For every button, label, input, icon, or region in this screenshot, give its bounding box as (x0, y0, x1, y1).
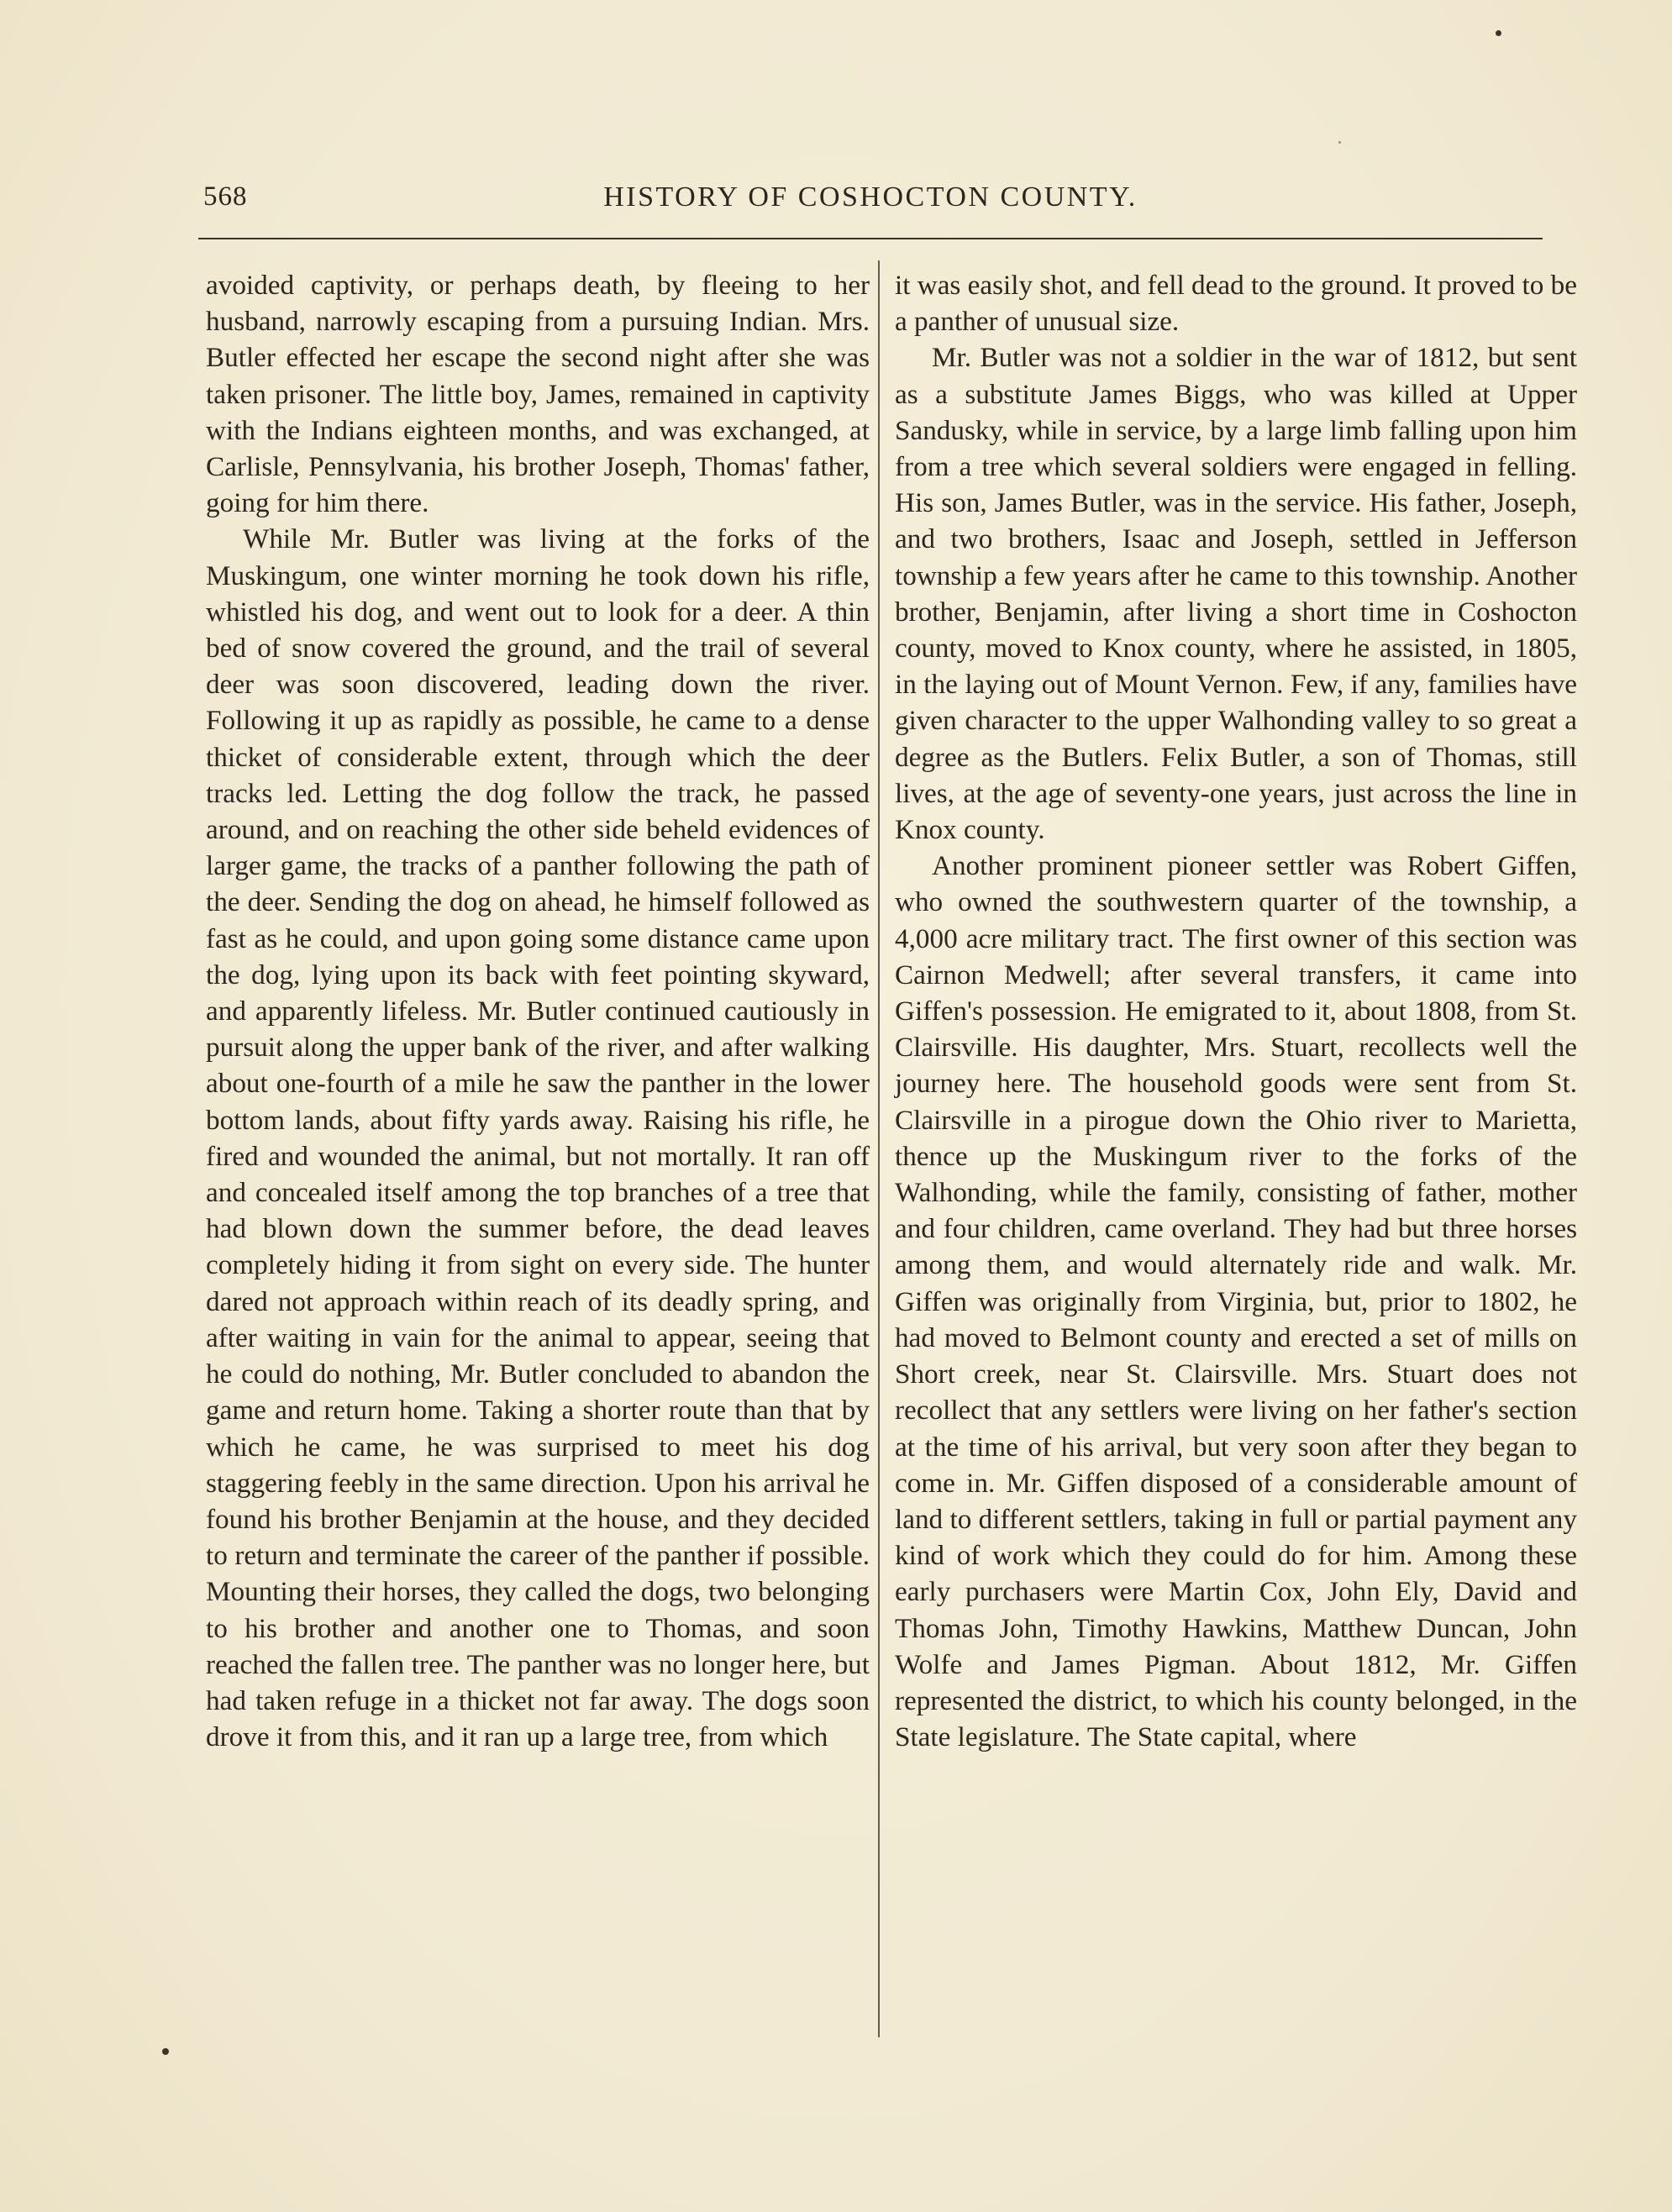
ink-speck (162, 2048, 169, 2055)
left-paragraph-2: While Mr. Butler was living at the forks of the Muskingum, one winter morning he took down his rifle, whistled his dog, and went out to look for a deer. A thin bed of snow covered the ground, and the trail of several deer was soon discovered, leading down the river. Following it up as rapidly as possible, he came to a dense thicket of considerable extent, through which the deer tracks led. Letting the dog follow the track, he passed around, and on reaching the other side beheld evidences of larger game, the tracks of a panther following the path of the deer. Sending the dog on ahead, he himself followed as fast as he could, and upon going some distance came upon the dog, lying upon its back with feet pointing skyward, and apparently lifeless. Mr. Butler continued cautiously in pursuit along the upper bank of the river, and after walking about one-fourth of a mile he saw the panther in the lower bottom lands, about fifty yards away. Raising his rifle, he fired and wounded the animal, but not mortally. It ran off and concealed itself among the top branches of a tree that had blown down the summer before, the dead leaves completely hiding it from sight on every side. The hunter dared not approach within reach of its deadly spring, and after waiting in vain for the animal to appear, seeing that he could do nothing, Mr. Butler concluded to abandon the game and return home. Taking a shorter route than that by which he came, he was surprised to meet his dog staggering feebly in the same direction. Upon his arrival he found his brother Benjamin at the house, and they decided to return and terminate the career of the panther if possible. Mounting their horses, they called the dogs, two belonging to his brother and another one to Thomas, and soon reached the fallen tree. The panther was no longer here, but had taken refuge in a thicket not far away. The dogs soon drove it from this, and it ran up a large tree, from which (206, 523, 870, 1753)
right-paragraph-1: it was easily shot, and fell dead to the ground. It proved to be a panther of unusual size. (895, 270, 1577, 338)
right-paragraph-2: Mr. Butler was not a soldier in the war of 1812, but sent as a substitute James Biggs, who was killed at Upper Sandusky, while in service, by a large limb falling upon him from a tree which several soldiers were engaged in felling. His son, James Butler, was in the service. His father, Joseph, and two brothers, Isaac and Joseph, settled in Jefferson township a few years after he came to this township. Another brother, Benjamin, after living a short time in Coshocton county, moved to Knox county, where he assisted, in 1805, in the laying out of Mount Vernon. Few, if any, families have given character to the upper Walhonding valley to so great a degree as the Butlers. Felix Butler, a son of Thomas, still lives, at the age of seventy-one years, just across the line in Knox county. (895, 342, 1577, 846)
right-column (895, 267, 1577, 1755)
ink-speck (1338, 141, 1341, 144)
left-paragraph-1: avoided captivity, or perhaps death, by fleeing to her husband, narrowly escaping from a pursuing Indian. Mrs. Butler effected her escape the second night after she was taken prisoner. The little boy, James, remained in captivity with the Indians eighteen months, and was exchanged, at Carlisle, Pennsylvania, his brother Joseph, Thomas' father, going for him there. (206, 270, 870, 519)
page-number: 568 (203, 181, 248, 212)
running-title: HISTORY OF COSHOCTON COUNTY. (603, 181, 1138, 213)
ink-speck (1496, 30, 1501, 36)
page-header (198, 178, 1543, 220)
header-rule (198, 238, 1543, 239)
left-column (206, 267, 870, 1755)
right-paragraph-3: Another prominent pioneer settler was Robert Giffen, who owned the southwestern quarter of the township, a 4,000 acre military tract. The first owner of this section was Cairnon Medwell; after several transfers, it came into Giffen's possession. He emigrated to it, about 1808, from St. Clairsville. His daughter, Mrs. Stuart, recollects well the journey here. The household goods were sent from St. Clairsville in a pirogue down the Ohio river to Marietta, thence up the Muskingum river to the forks of the Walhonding, while the family, consisting of father, mother and four children, came overland. They had but three horses among them, and would alternately ride and walk. Mr. Giffen was originally from Virginia, but, prior to 1802, he had moved to Belmont county and erected a set of mills on Short creek, near St. Clairsville. Mrs. Stuart does not recollect that any settlers were living on her father's section at the time of his arrival, but very soon after they began to come in. Mr. Giffen disposed of a considerable amount of land to different settlers, taking in full or partial payment any kind of work which they could do for him. Among these early purchasers were Martin Cox, John Ely, David and Thomas John, Timothy Hawkins, Matthew Duncan, John Wolfe and James Pigman. About 1812, Mr. Giffen represented the district, to which his county belonged, in the State legislature. The State capital, where (895, 850, 1577, 1753)
column-divider (878, 260, 880, 2037)
